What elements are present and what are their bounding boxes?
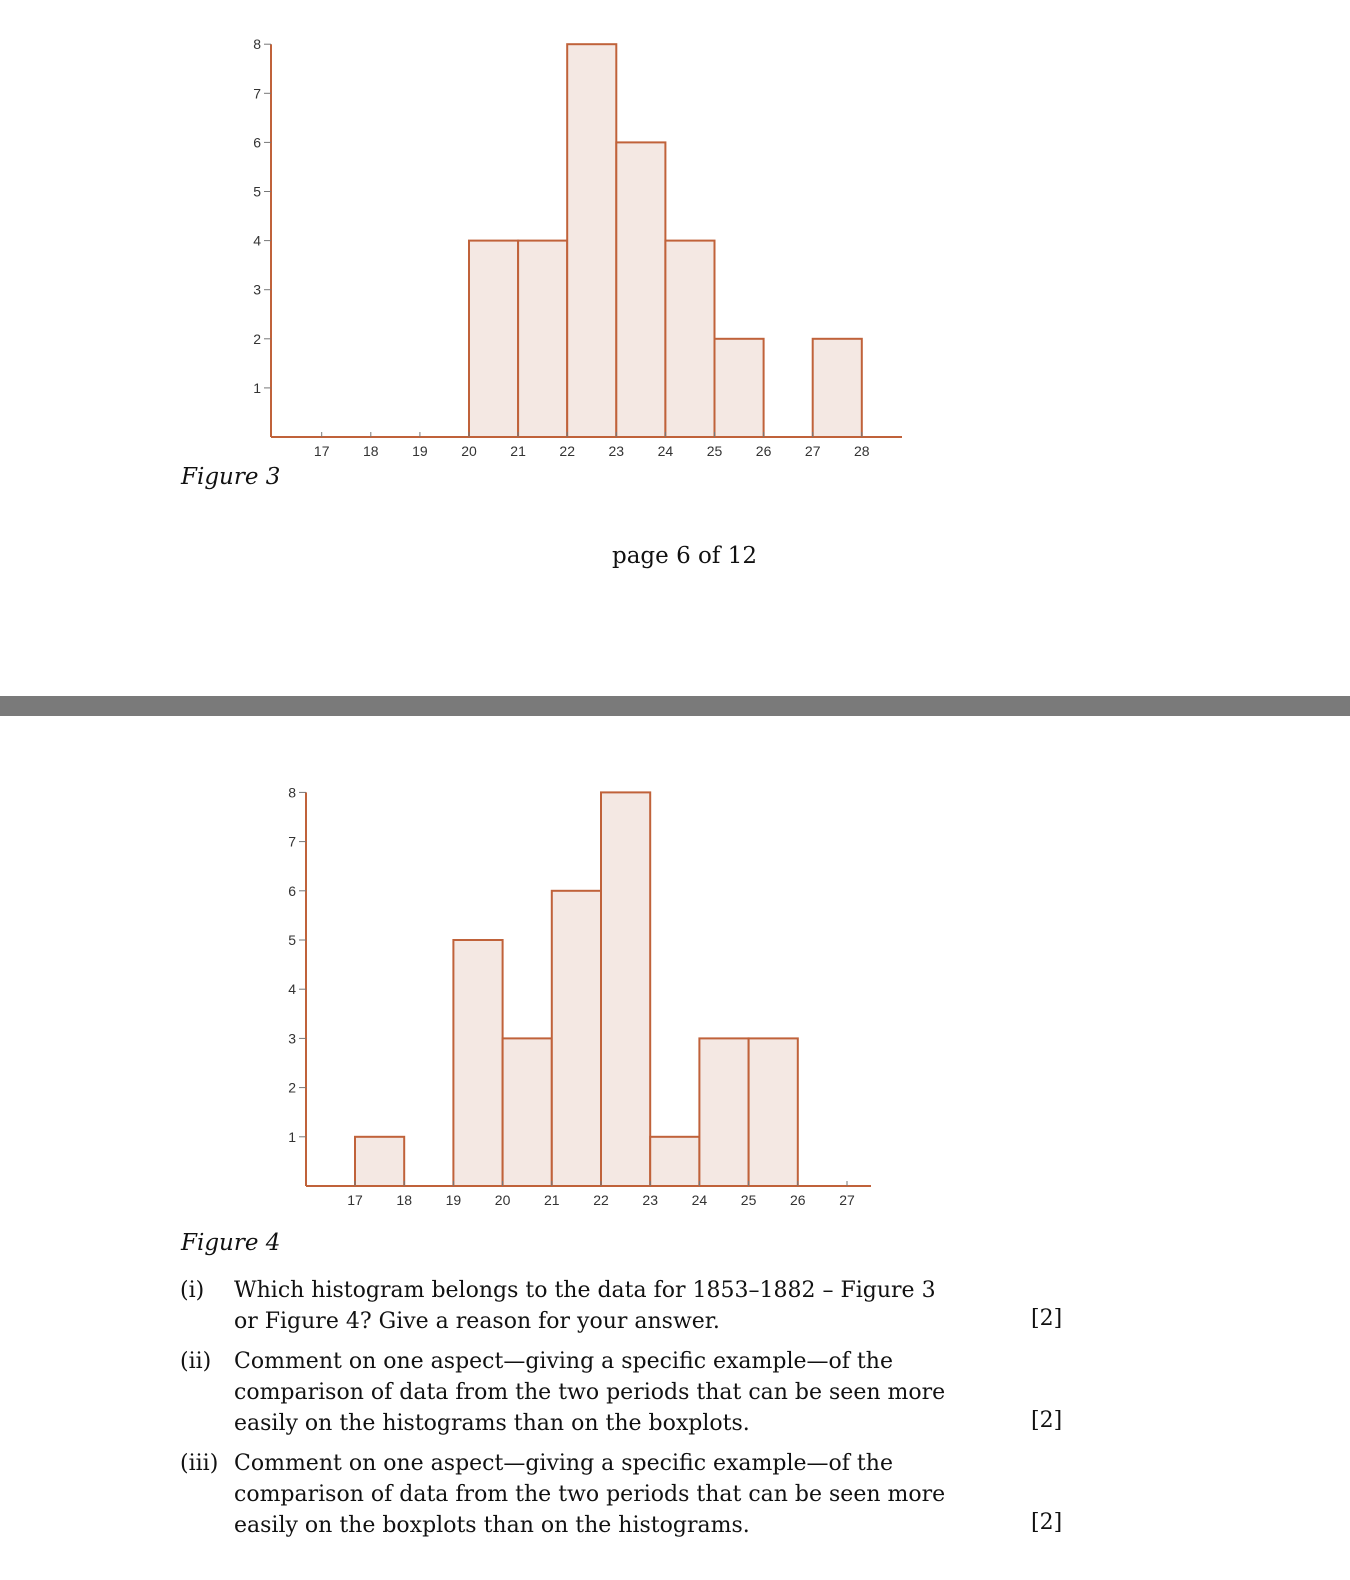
x-tick-label: 25: [740, 1192, 757, 1208]
y-tick-label: 8: [288, 784, 296, 801]
question-number: (i): [180, 1278, 205, 1303]
histogram-bar: [749, 1038, 798, 1186]
histogram-bar: [552, 891, 601, 1186]
histogram-bar: [665, 241, 714, 437]
histogram-bar: [518, 241, 567, 437]
question-i: [180, 1275, 1040, 1339]
y-tick-label: 1: [288, 1128, 296, 1145]
x-tick-label: 26: [790, 1192, 806, 1208]
x-tick-label: 23: [608, 443, 625, 459]
y-tick-label: 8: [253, 36, 261, 53]
x-tick-label: 24: [657, 443, 674, 459]
figure-4-label: Figure 4: [181, 1230, 281, 1256]
question-text: Which histogram belongs to the data for 1853–1882 – Figure 3 or Figure 4? Give a reason for your answer.: [234, 1278, 936, 1334]
x-tick-label: 20: [494, 1192, 511, 1208]
histogram-bar: [616, 142, 665, 437]
question-marks: [2]: [1031, 1510, 1063, 1535]
figure-4-histogram: [0, 716, 1350, 1226]
y-tick-label: 7: [253, 85, 261, 102]
x-tick-label: 17: [313, 443, 330, 459]
question-marks: [2]: [1031, 1306, 1063, 1331]
x-tick-label: 23: [642, 1192, 658, 1208]
y-tick-label: 7: [288, 833, 296, 850]
question-number: (iii): [180, 1451, 219, 1476]
x-tick-label: 18: [396, 1192, 412, 1208]
page-number: page 6 of 12: [612, 543, 757, 569]
page-divider: [0, 696, 1350, 716]
x-tick-label: 19: [445, 1192, 462, 1208]
histogram-bar: [355, 1137, 404, 1186]
question-number: (ii): [180, 1349, 212, 1374]
x-tick-label: 27: [804, 443, 821, 459]
y-tick-label: 6: [253, 134, 261, 151]
x-tick-label: 24: [691, 1192, 708, 1208]
y-tick-label: 5: [253, 183, 261, 200]
histogram-bar: [813, 339, 862, 437]
question-marks: [2]: [1031, 1408, 1063, 1433]
histogram-bar: [469, 241, 518, 437]
histogram-bar: [650, 1137, 699, 1186]
y-tick-label: 3: [253, 281, 261, 298]
y-tick-label: 4: [288, 981, 296, 998]
histogram-bar: [699, 1038, 748, 1186]
x-tick-label: 27: [839, 1192, 855, 1208]
y-tick-label: 4: [253, 232, 261, 249]
x-tick-label: 20: [461, 443, 477, 459]
histogram-bar: [567, 44, 616, 437]
page-6: [0, 0, 1350, 696]
histogram-bar: [503, 1038, 552, 1186]
question-text: Comment on one aspect—giving a specific example—of the comparison of data from the two periods that can be seen more easily on the histograms than on the boxplots.: [234, 1349, 946, 1436]
x-tick-label: 21: [544, 1192, 560, 1208]
x-tick-label: 18: [363, 443, 379, 459]
y-tick-label: 2: [288, 1079, 296, 1096]
question-text: Comment on one aspect—giving a specific example—of the comparison of data from the two periods that can be seen more easily on the boxplots than on the histograms.: [234, 1451, 946, 1538]
histogram-bar: [601, 792, 650, 1186]
x-tick-label: 19: [412, 443, 428, 459]
y-tick-label: 6: [288, 882, 296, 899]
x-tick-label: 17: [347, 1192, 363, 1208]
x-tick-label: 28: [854, 443, 870, 459]
y-tick-label: 3: [288, 1030, 296, 1047]
figure-3-label: Figure 3: [181, 464, 281, 490]
x-tick-label: 25: [706, 443, 723, 459]
x-tick-label: 22: [559, 443, 575, 459]
y-tick-label: 1: [253, 379, 261, 396]
histogram-bar: [715, 339, 764, 437]
page-7: [0, 716, 1350, 1580]
question-iii: [180, 1448, 1040, 1544]
y-tick-label: 5: [288, 932, 296, 948]
question-ii: [180, 1346, 1040, 1442]
x-tick-label: 22: [593, 1192, 609, 1208]
x-tick-label: 21: [510, 443, 526, 459]
figure-3-histogram: [0, 0, 1350, 470]
x-tick-label: 26: [755, 443, 772, 459]
y-tick-label: 2: [253, 330, 261, 347]
histogram-bar: [453, 940, 502, 1186]
